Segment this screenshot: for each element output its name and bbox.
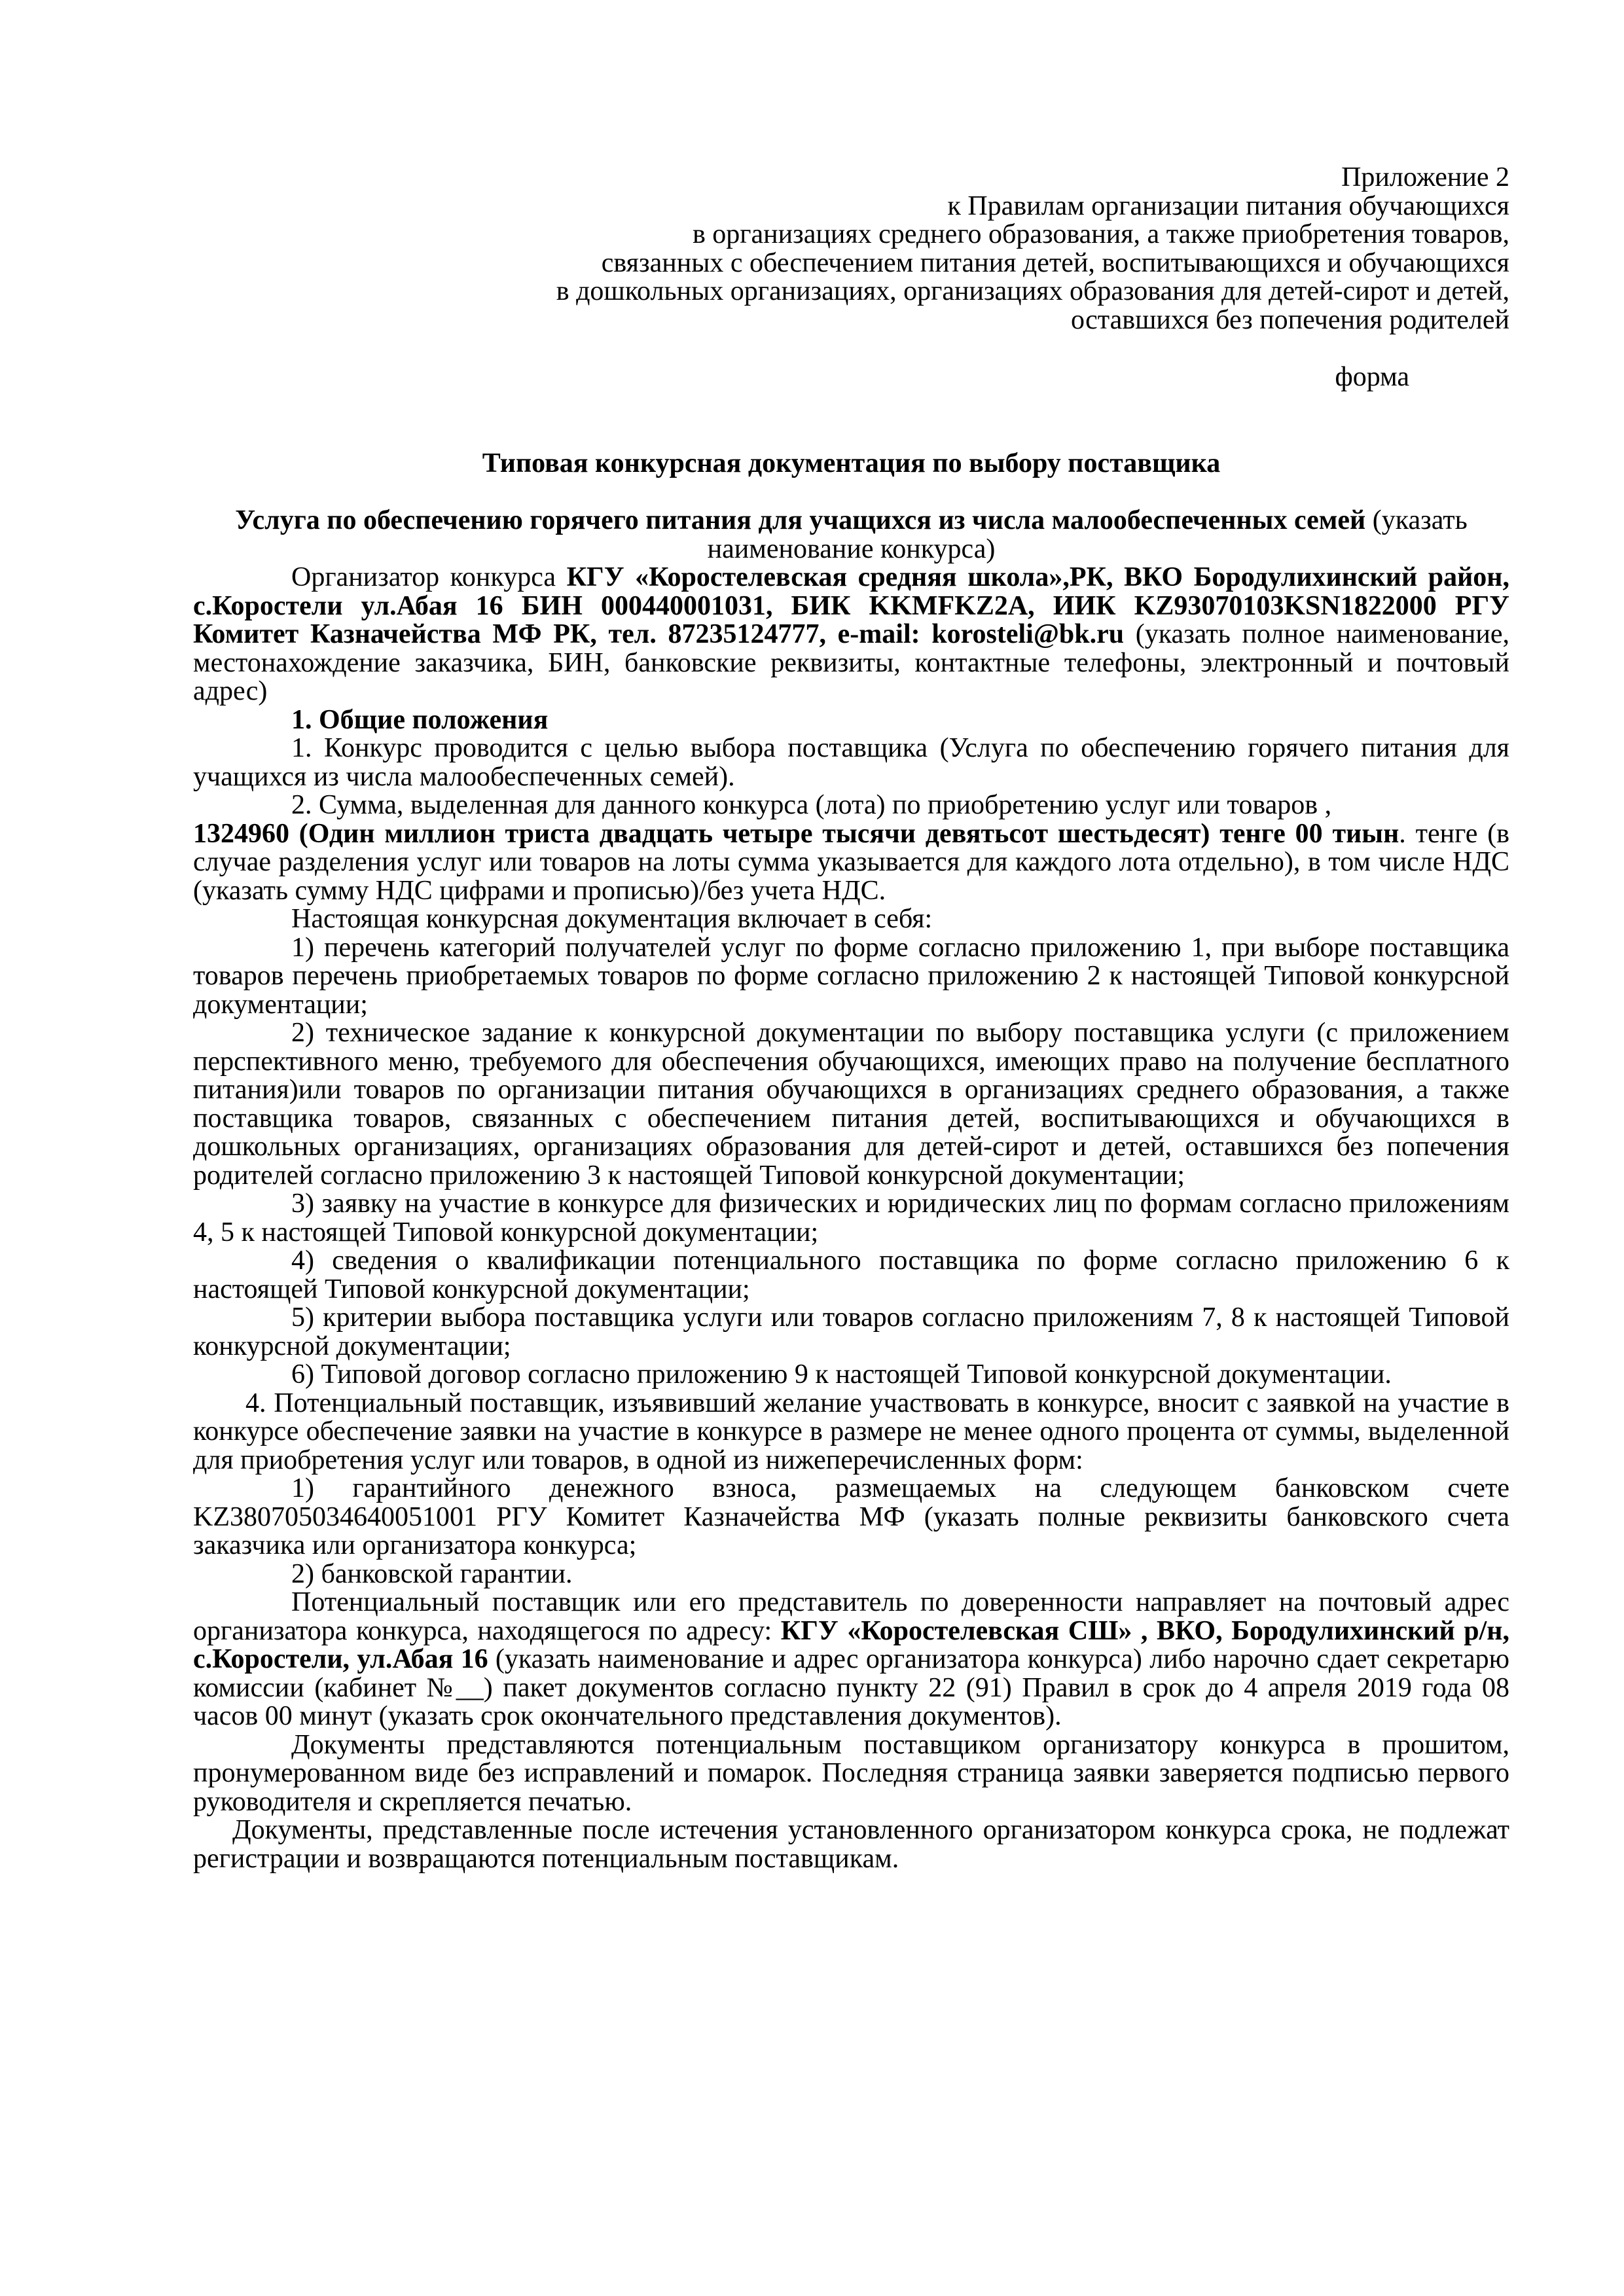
includes-intro: Настоящая конкурсная документация включает в себя: [291, 904, 933, 934]
binding-requirements: Документы представляются потенциальным поставщиком организатору конкурса в прошитом, пронумерованном виде без исправлений и помарок. Последняя страница заявки заверяется подписью первого руководителя и скрепляется печатью. [193, 1729, 1509, 1817]
submission-address: КГУ «Коростелевская СШ» , ВКО, Бородулихинский р/н, с.Коростели, ул.Абая 16 [193, 1615, 1509, 1674]
clause-2-intro: 2. Сумма, выделенная для данного конкурса (лота) по приобретению услуг или товаров , [291, 790, 1332, 820]
competition-subject [193, 507, 1509, 564]
include-item-2: 2) техническое задание к конкурсной документации по выбору поставщика услуги (с приложением перспективного меню, требуемого для обеспечения обучающихся, имеющих право на получение бесплатного питания)или товаров по организации питания обучающихся в организациях среднего образования, а также поставщика товаров, связанных с обеспечением питания детей, воспитывающихся и обучающихся в дошкольных организациях, организациях образования для детей-сирот и детей, оставшихся без попечения родителей согласно приложению 3 к настоящей Типовой конкурсной документации; [193, 1018, 1509, 1191]
appendix-line-2: к Правилам организации питания обучающихся [947, 190, 1509, 221]
document-content [193, 164, 1509, 1873]
security-form-1: 1) гарантийного денежного взноса, размещаемых на следующем банковском счете KZ380705034640051001 РГУ Комитет Казначейства МФ (указать полные реквизиты банковского счета заказчика или организатора конкурса; [193, 1473, 1509, 1560]
form-label: форма [1335, 362, 1409, 392]
include-item-5: 5) критерии выбора поставщика услуги или товаров согласно приложениям 7, 8 к настоящей Типовой конкурсной документации; [193, 1302, 1509, 1361]
organizer-lead: Организатор конкурса [291, 562, 567, 592]
late-documents: Документы, представленные после истечения установленного организатором конкурса срока, не подлежат регистрации и возвращаются потенциальным поставщикам. [193, 1815, 1509, 1874]
include-item-4: 4) сведения о квалификации потенциального поставщика по форме согласно приложению 6 к настоящей Типовой конкурсной документации; [193, 1246, 1509, 1304]
submission-lead: Потенциальный поставщик или его представитель по доверенности направляет на почтовый адрес организатора конкурса, находящегося по адресу: [193, 1587, 1509, 1646]
clause-2-tail: . тенге (в случае разделения услуг или товаров на лоты сумма указывается для каждого лота отдельно), в том числе НДС (указать сумму НДС цифрами и прописью)/без учета НДС. [193, 818, 1510, 906]
spacer [193, 334, 1509, 363]
submission-tail: (указать наименование и адрес организатора конкурса) либо нарочно сдает секретарю комиссии (кабинет №__) пакет документов согласно пункту 22 (91) Правил в срок до 4 апреля 2019 года 08 часов 00 минут (указать срок окончательного представления документов). [193, 1644, 1509, 1731]
subject-hint: (указать наименование конкурса) [707, 505, 1468, 564]
include-item-6: 6) Типовой договор согласно приложению 9 к настоящей Типовой конкурсной документации. [291, 1359, 1392, 1390]
document-title: Типовая конкурсная документация по выбору поставщика [482, 448, 1221, 478]
appendix-line-5: в дошкольных организациях, организациях образования для детей-сирот и детей, [556, 276, 1509, 306]
appendix-line-4: связанных с обеспечением питания детей, воспитывающихся и обучающихся [601, 247, 1509, 278]
subject-name: Услуга по обеспечению горячего питания для учащихся из числа малообеспеченных семей [235, 505, 1366, 535]
include-item-1: 1) перечень категорий получателей услуг по форме согласно приложению 1, при выборе поставщика товаров перечень приобретаемых товаров по форме согласно приложению 2 к настоящей Типовой конкурсной документации; [193, 932, 1509, 1020]
organizer-details: КГУ «Коростелевская средняя школа»,РК, ВКО Бородулихинский район, с.Коростели ул.Абая 16 БИН 000440001031, БИК KKMFKZ2A, ИИК KZ93070103KSN1822000 РГУ Комитет Казначейства МФ РК, тел. 87235124777, e-mail: korosteli@bk.ru [193, 562, 1509, 649]
appendix-line-1: Приложение 2 [1341, 162, 1509, 192]
clause-2-amount: 1324960 (Один миллион триста двадцать четыре тысячи девятьсот шестьдесят) тенге 00 тиын [193, 818, 1399, 849]
organizer-hint: (указать полное наименование, местонахождение заказчика, БИН, банковские реквизиты, контактные телефоны, электронный и почтовый адрес) [193, 619, 1510, 706]
appendix-line-3: в организациях среднего образования, а также приобретения товаров, [692, 219, 1509, 249]
appendix-reference-block [193, 164, 1509, 334]
clause-4: 4. Потенциальный поставщик, изъявивший желание участвовать в конкурсе, вносит с заявкой на участие в конкурсе обеспечение заявки на участие в конкурсе в размере не менее одного процента от суммы, выделенной для приобретения услуг или товаров, в одной из нижеперечисленных форм: [193, 1388, 1509, 1475]
include-item-3: 3) заявку на участие в конкурсе для физических и юридических лиц по формам согласно приложениям 4, 5 к настоящей Типовой конкурсной документации; [193, 1189, 1509, 1247]
clause-2 [193, 791, 1509, 905]
submission-paragraph [193, 1588, 1509, 1731]
clause-1: 1. Конкурс проводится с целью выбора поставщика (Услуга по обеспечению горячего питания для учащихся из числа малообеспеченных семей). [193, 733, 1509, 792]
appendix-line-6: оставшихся без попечения родителей [1071, 304, 1509, 335]
organizer-paragraph [193, 564, 1509, 706]
section1-heading: 1. Общие положения [291, 704, 549, 735]
spacer [193, 392, 1509, 450]
spacer [193, 478, 1509, 507]
security-form-2: 2) банковской гарантии. [291, 1558, 573, 1589]
